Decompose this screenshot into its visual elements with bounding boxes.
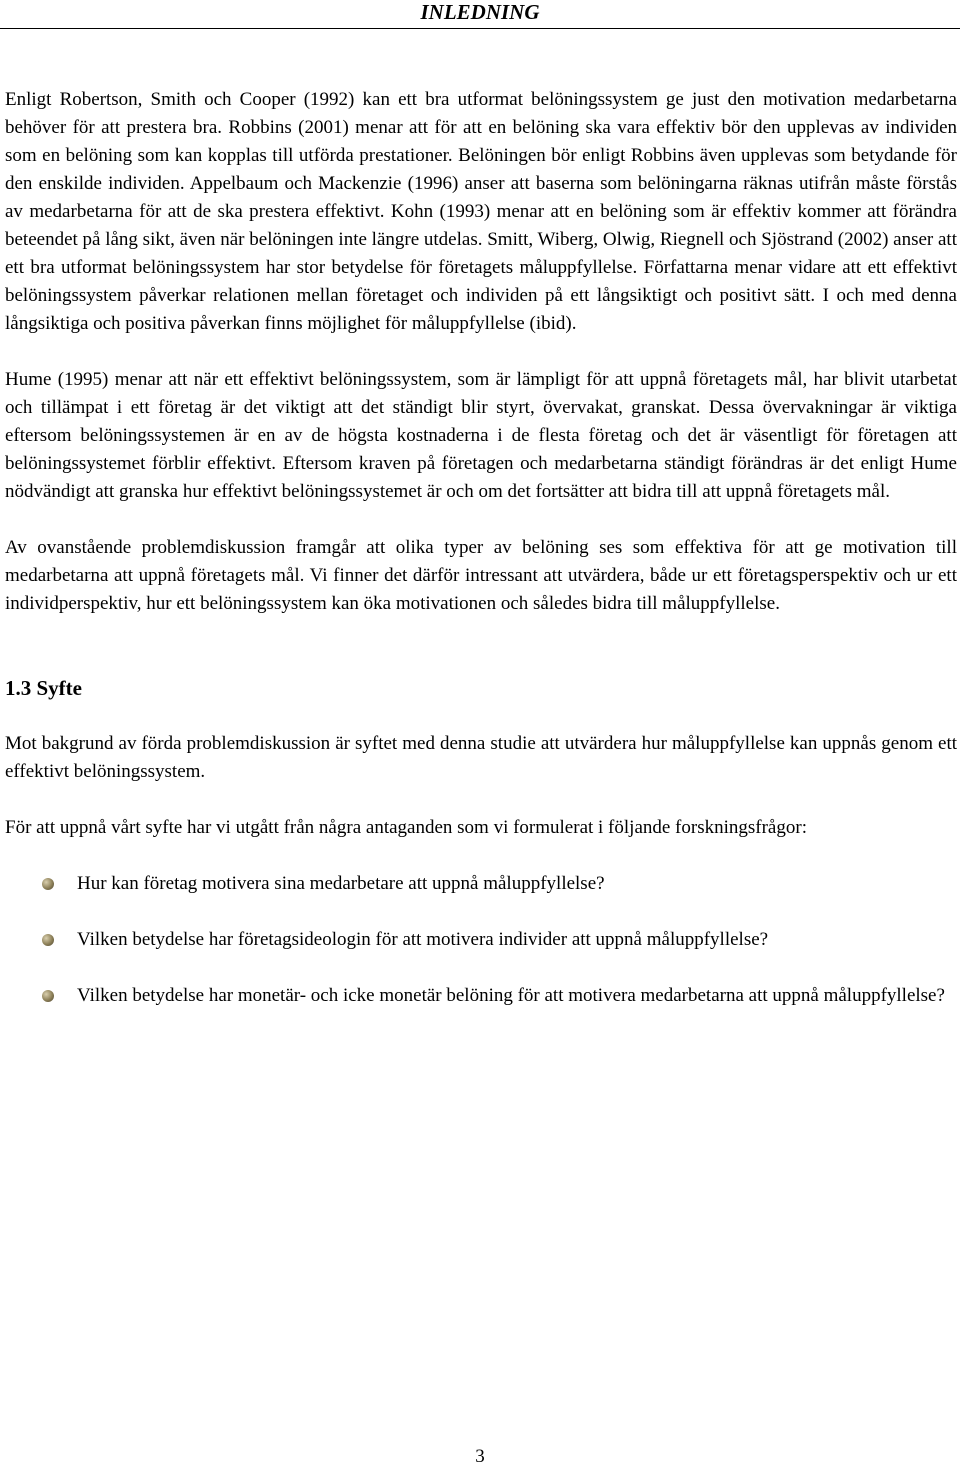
bullet-icon [42,990,54,1002]
question-text: Hur kan företag motivera sina medarbetare att uppnå måluppfyllelse? [77,873,605,894]
research-questions-list [5,870,957,1010]
header-title: INLEDNING [420,0,540,24]
intro-paragraph-1-part-a: Enligt Robertson, Smith och Cooper (1992) kan ett bra utformat belöningssystem ge just den motivation medarbetarna behöver för att prestera bra. Robbins (2001) menar att för att en belöning ska vara effektiv bör den upplevas av individen som en belöning som kan kopplas till utförda prestationer. Belöningen bör enligt Robbins även upplevas som betydande för den enskilde individen. [5,89,957,194]
page-content [5,86,957,1038]
intro-paragraph-2: Hume (1995) menar att när ett effektivt belöningssystem, som är lämpligt för att uppnå företagets mål, har blivit utarbetat och tillämpat i ett företag är det viktigt att det ständigt blir styrt, övervakat, granskat. Dessa övervakningar är viktiga eftersom belöningssystemen är en av de högsta kostnaderna i de flesta företag och det är väsentligt för företagen att belöningssystemet förblir effektivt. Eftersom kraven på företagen och medarbetarna ständigt förändras är det enligt Hume nödvändigt att granska hur effektivt belöningssystemet är och om det fortsätter att bidra till att uppnå företagets mål. [5,369,957,502]
question-text: Vilken betydelse har monetär- och icke monetär belöning för att motivera medarbetarna att uppnå måluppfyllelse? [77,985,945,1006]
page-number: 3 [475,1446,485,1467]
list-item [5,870,957,898]
question-text: Vilken betydelse har företagsideologin för att motivera individer att uppnå måluppfyllelse? [77,929,769,950]
research-questions-intro: För att uppnå vårt syfte har vi utgått från några antaganden som vi formulerat i följande forskningsfrågor: [5,817,807,838]
running-header [0,0,960,29]
list-item [5,982,957,1010]
bullet-icon [42,934,54,946]
intro-paragraph-3: Av ovanstående problemdiskussion framgår att olika typer av belöning ses som effektiva för att ge motivation till medarbetarna att uppnå företagets mål. Vi finner det därför intressant att utvärdera, både ur ett företagsperspektiv och ur ett individperspektiv, hur ett belöningssystem kan öka motivationen och således bidra till måluppfyllelse. [5,537,957,614]
intro-paragraph-1-part-b: Appelbaum och Mackenzie (1996) anser att baserna som belöningarna räknas utifrån måste förstås av medarbetarna för att de ska prestera effektivt. Kohn (1993) menar att en belöning som är effektiv kommer att förändra beteendet på lång sikt, även när belöningen inte längre utdelas. Smitt, Wiberg, Olwig, Riegnell och Sjöstrand (2002) anser att ett bra utformat belöningssystem har stor betydelse för företagets måluppfyllelse. Författarna menar vidare att ett effektivt belöningssystem påverkar relationen mellan företaget och individen på ett långsiktigt och positivt sätt. I och med denna långsiktiga och positiva påverkan finns möjlighet för måluppfyllelse (ibid). [5,173,957,334]
section-heading: 1.3 Syfte [5,676,82,700]
purpose-paragraph: Mot bakgrund av förda problemdiskussion är syftet med denna studie att utvärdera hur måluppfyllelse kan uppnås genom ett effektivt belöningssystem. [5,733,957,782]
intro-paragraph-1 [5,86,957,338]
list-item [5,926,957,954]
bullet-icon [42,878,54,890]
